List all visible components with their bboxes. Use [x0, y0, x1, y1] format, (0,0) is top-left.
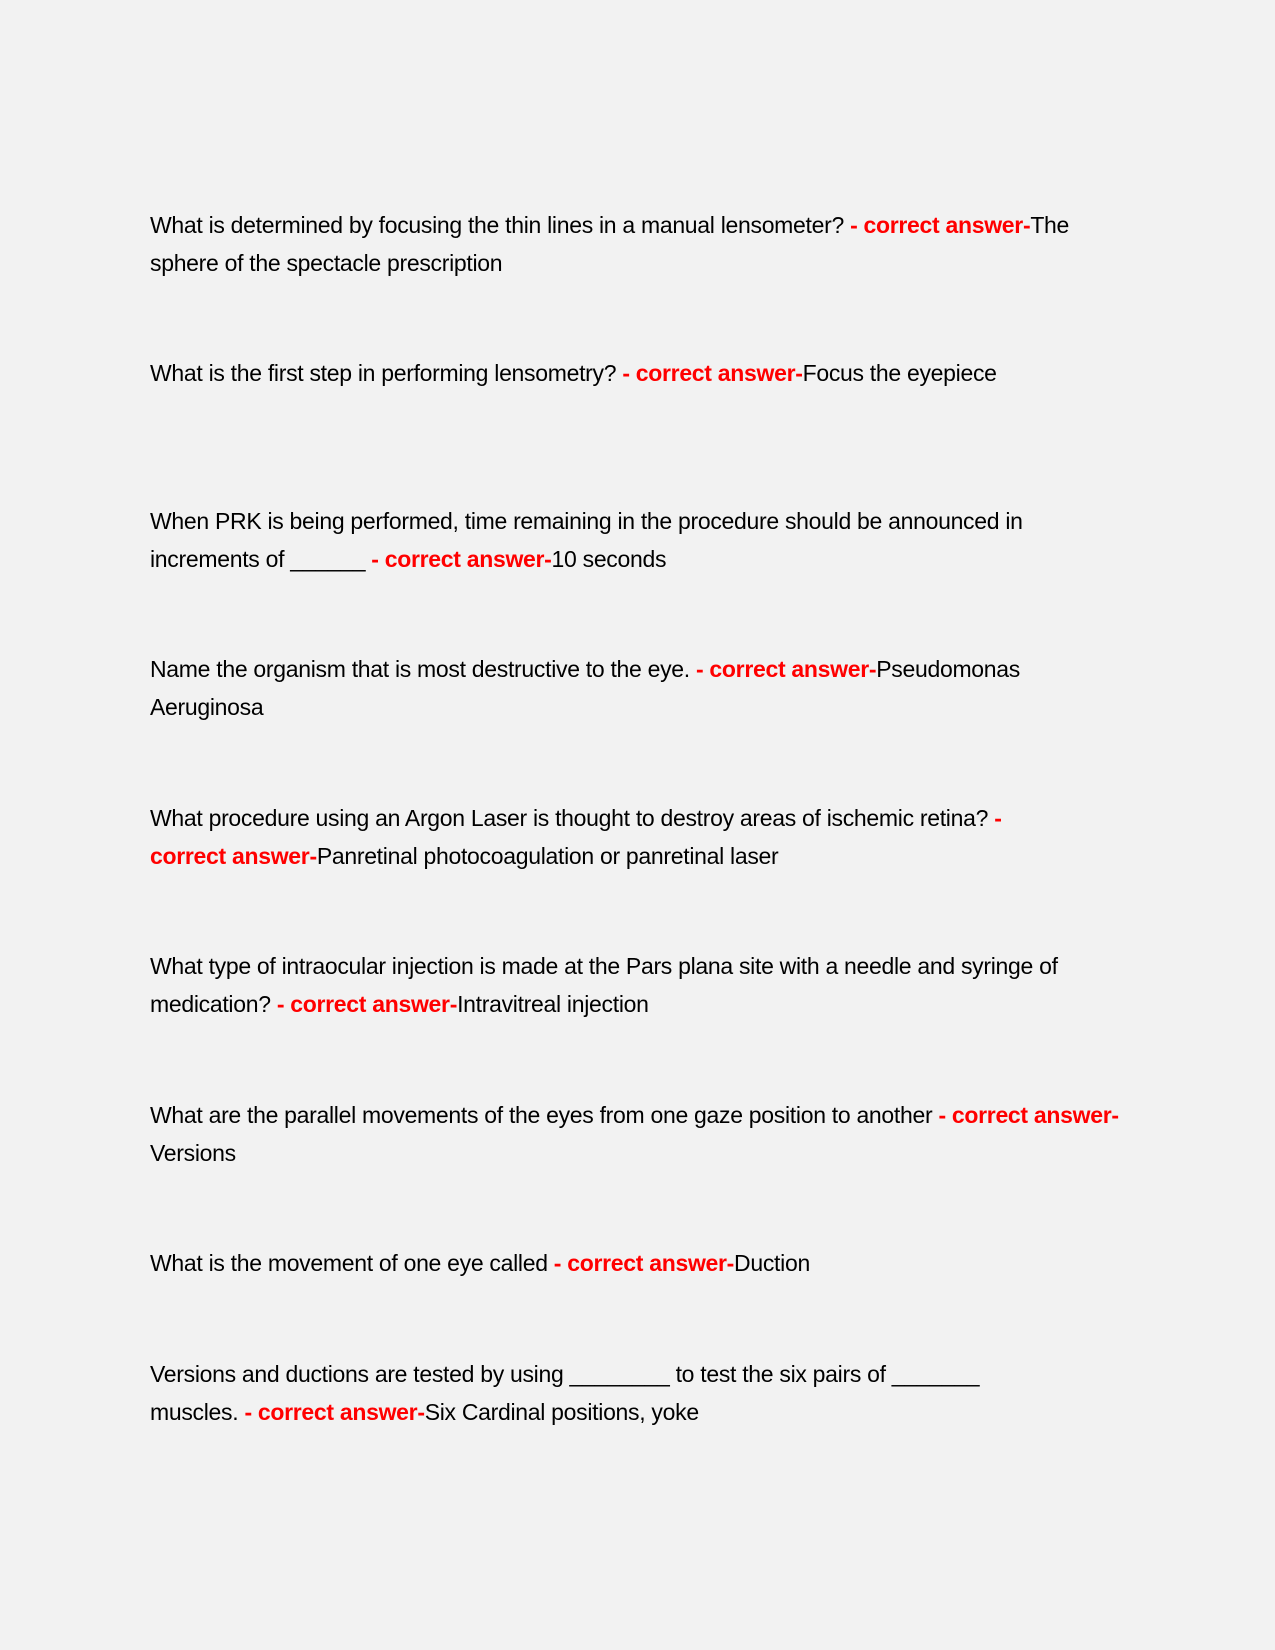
qa-item-7	[150, 1096, 1130, 1172]
correct-answer-label: - correct answer-	[553, 1250, 735, 1276]
qa-item-1	[150, 206, 1110, 282]
answer: Six Cardinal positions, yoke	[424, 1399, 699, 1425]
question: When PRK is being performed, time remaining in the procedure should be announced in increments of ______	[150, 508, 1023, 572]
answer: Duction	[734, 1250, 810, 1276]
answer: 10 seconds	[551, 546, 667, 572]
qa-item-8	[150, 1244, 1150, 1282]
qa-item-5	[150, 799, 1080, 875]
correct-answer-label: - correct answer-	[150, 805, 1002, 869]
question: What is determined by focusing the thin lines in a manual lensometer?	[150, 212, 851, 238]
question: What type of intraocular injection is made at the Pars plana site with a needle and syringe of medication?	[150, 953, 1058, 1017]
qa-item-3	[150, 502, 1050, 578]
qa-item-4	[150, 650, 1030, 726]
qa-item-2	[150, 354, 1050, 392]
answer: Panretinal photocoagulation or panretinal laser	[316, 843, 779, 869]
question: Versions and ductions are tested by using ________ to test the six pairs of _______ muscles.	[150, 1361, 980, 1425]
qa-item-9	[150, 1355, 1050, 1431]
question: What are the parallel movements of the eyes from one gaze position to another	[150, 1102, 939, 1128]
answer: The sphere of the spectacle prescription	[150, 212, 1070, 276]
question: What is the first step in performing lensometry?	[150, 360, 623, 386]
question: Name the organism that is most destructive to the eye.	[150, 656, 696, 682]
answer: Versions	[150, 1140, 236, 1166]
correct-answer-label: - correct answer-	[276, 991, 458, 1017]
correct-answer-label: - correct answer-	[244, 1399, 425, 1425]
correct-answer-label: - correct answer-	[938, 1102, 1119, 1128]
correct-answer-label: - correct answer-	[850, 212, 1031, 238]
correct-answer-label: - correct answer-	[371, 546, 552, 572]
qa-item-6	[150, 947, 1150, 1023]
answer: Pseudomonas Aeruginosa	[150, 656, 1020, 720]
correct-answer-label: - correct answer-	[695, 656, 877, 682]
question: What is the movement of one eye called	[150, 1250, 554, 1276]
question: What procedure using an Argon Laser is thought to destroy areas of ischemic retina?	[150, 805, 995, 831]
answer: Focus the eyepiece	[802, 360, 997, 386]
answer: Intravitreal injection	[457, 991, 649, 1017]
correct-answer-label: - correct answer-	[622, 360, 803, 386]
